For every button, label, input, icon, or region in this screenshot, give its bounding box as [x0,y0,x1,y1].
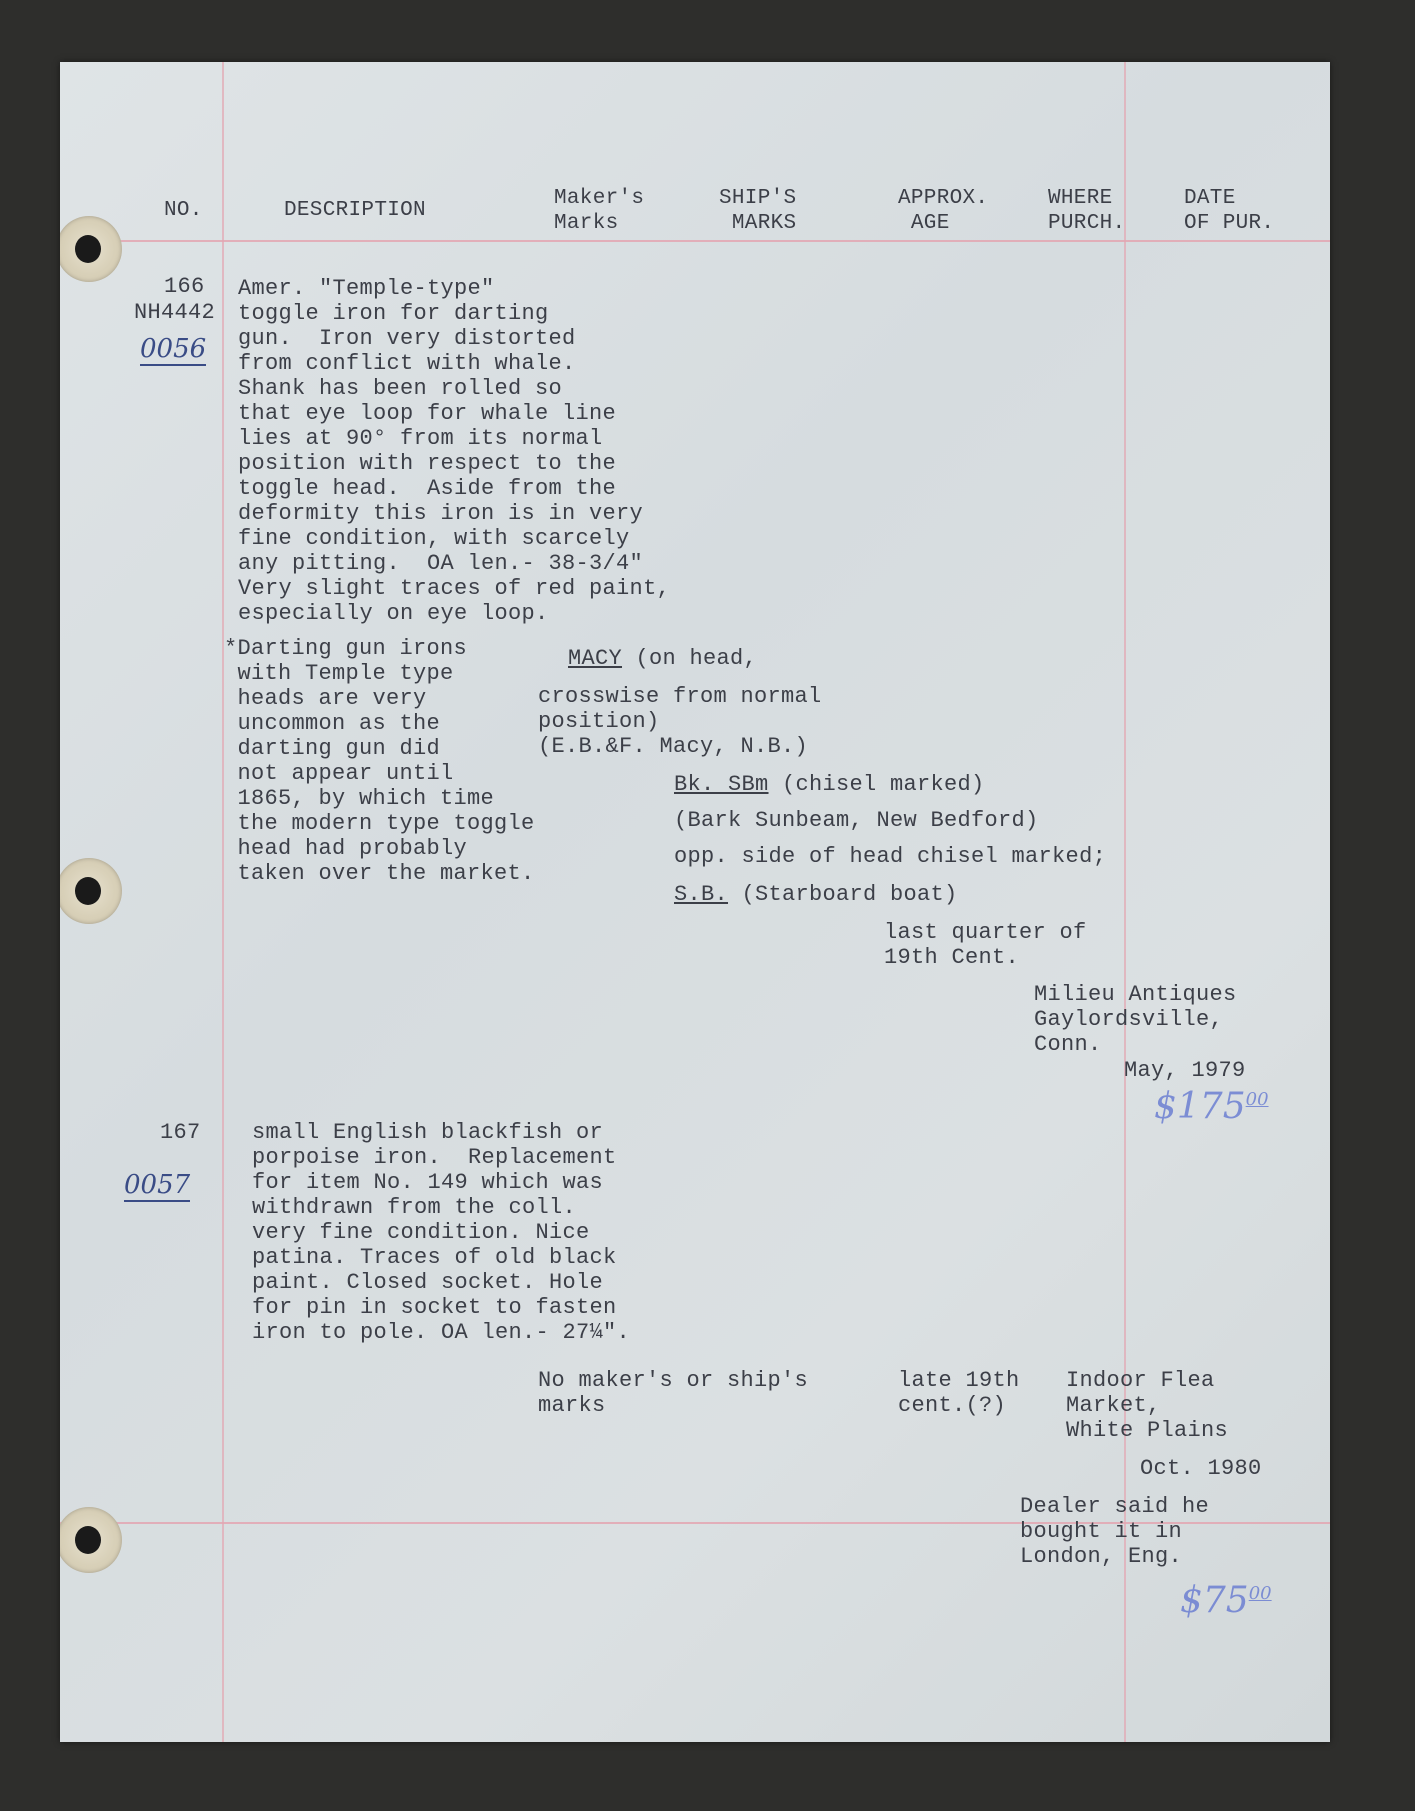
binder-hole-middle [60,858,122,924]
entry-166-price-dollars: $175 [1154,1086,1246,1127]
header-date-of-pur: DATE OF PUR. [1184,187,1275,235]
entry-166-ships-mark-2-intro: opp. side of head chisel marked; [674,844,1107,869]
entry-167-description: small English blackfish or porpoise iron. Replacement for item No. 149 which was withdrawn from the coll. very fine condition. Nice patina. Traces of old black paint. Closed socket. Hole for pin in socket to fasten iron to pole. OA len.- 27¼". [252,1120,631,1345]
entry-167-hand-number: 0057 [124,1170,191,1200]
entry-166-makers-mark-line [568,646,757,671]
entry-166-number: 166 [164,274,205,299]
binder-hole-top [60,216,122,282]
entry-167-price-cents: 00 [1248,1583,1272,1604]
entry-166-hand-number: 0056 [140,334,207,364]
header-no: NO. [164,199,203,222]
header-where-purch: WHERE PURCH. [1048,187,1126,235]
left-margin-rule [222,62,224,1742]
entry-166-ships-mark-1-detail: (Bark Sunbeam, New Bedford) [674,808,1039,833]
entry-166-makers-mark-detail: crosswise from normal position) (E.B.&F. Macy, N.B.) [538,684,822,759]
binder-hole-bottom [60,1507,122,1573]
entry-166-note: *Darting gun irons with Temple type heads are very uncommon as the darting gun did not appear until 1865, by which time the modern type toggle head had probably taken over the market. [224,636,535,886]
entry-166-where: Milieu Antiques Gaylordsville, Conn. [1034,982,1237,1057]
entry-166-ships-mark-2: S.B. [674,882,729,907]
entry-167-price [1180,1580,1272,1621]
entry-166-price-cents: 00 [1245,1089,1269,1110]
entry-167-price-dollars: $75 [1180,1580,1249,1621]
entry-167-dealer-note: Dealer said he bought it in London, Eng. [1020,1494,1210,1569]
entry-166-ships-mark-2-line [674,882,958,907]
entry-166-ships-mark-1-rest: (chisel marked) [768,772,985,797]
entry-167-where: Indoor Flea Market, White Plains [1066,1368,1229,1443]
entry-166-date: May, 1979 [1124,1058,1246,1083]
entry-166-makers-mark: MACY [568,646,623,671]
header-description: DESCRIPTION [284,199,426,222]
entry-166-price [1154,1086,1269,1127]
header-approx-age: APPROX. AGE [898,187,989,235]
entry-167-age: late 19th cent.(?) [898,1368,1020,1418]
header-ships-marks: SHIP'S MARKS [719,187,797,235]
entry-167-date: Oct. 1980 [1140,1456,1262,1481]
header-rule [60,240,1330,242]
catalog-sheet [60,62,1330,1742]
entry-166-ships-mark-1-line [674,772,985,797]
entry-166-description: Amer. "Temple-type" toggle iron for darting gun. Iron very distorted from conflict with whale. Shank has been rolled so that eye loop for whale line lies at 90° from its normal position with respect to the toggle head. Aside from the deformity this iron is in very fine condition, with scarcely any pitting. OA len.- 38-3/4" Very slight traces of red paint, especially on eye loop. [238,276,671,626]
entry-166-catalog: NH4442 [134,300,216,325]
header-makers-marks: Maker's Marks [554,187,645,235]
entry-167-number: 167 [160,1120,201,1145]
right-margin-rule [1124,62,1126,1742]
entry-167-marks: No maker's or ship's marks [538,1368,809,1418]
entry-166-ships-mark-1: Bk. SBm [674,772,769,797]
entry-166-makers-mark-rest: (on head, [622,646,758,671]
entry-166-age: last quarter of 19th Cent. [884,920,1087,970]
entry-166-ships-mark-2-rest: (Starboard boat) [728,882,958,907]
